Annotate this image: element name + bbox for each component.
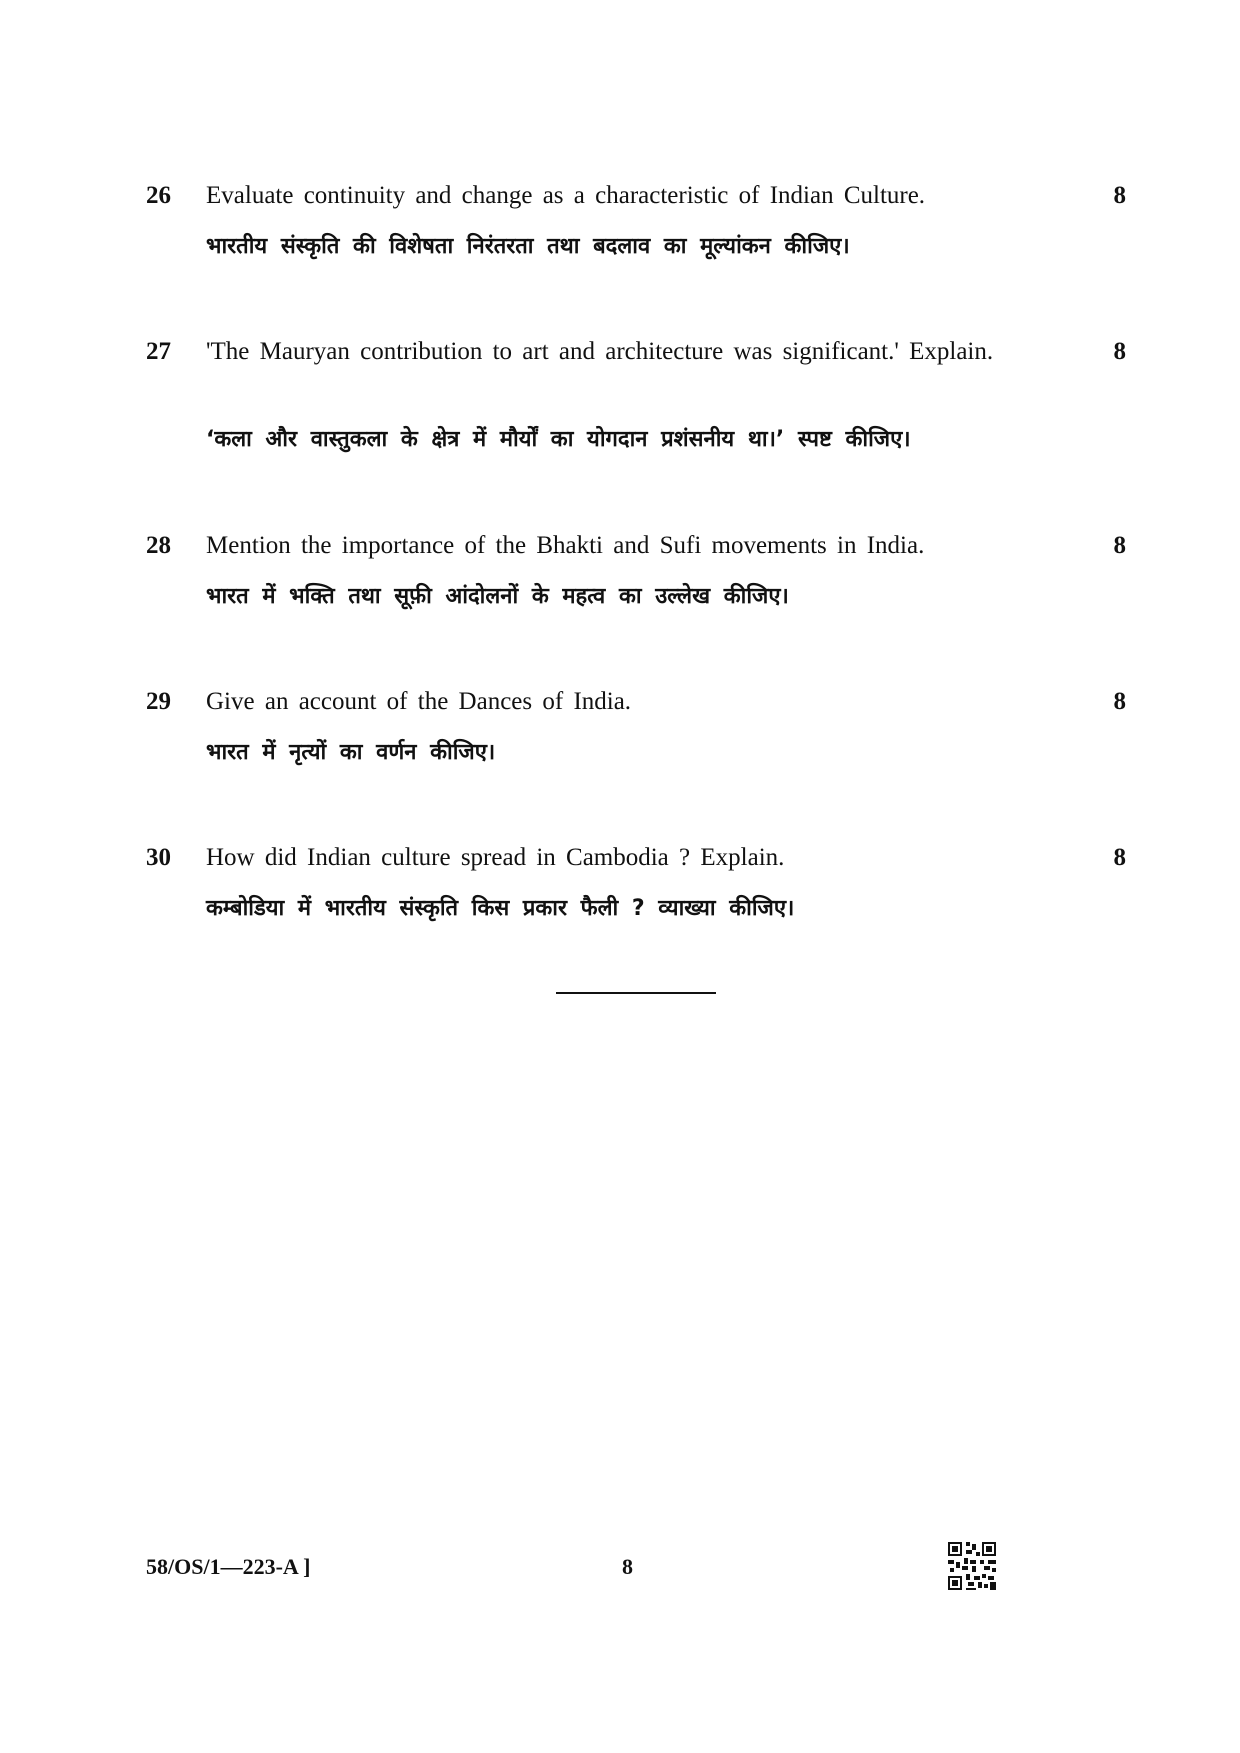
question-number: 30	[146, 844, 171, 871]
question-marks: 8	[1113, 688, 1126, 715]
question-text-english: Give an account of the Dances of India.	[206, 688, 632, 715]
question-marks: 8	[1113, 844, 1126, 871]
end-of-paper-rule	[556, 992, 716, 994]
question-text-hindi: ‘कला और वास्तुकला के क्षेत्र में मौर्यों का योगदान प्रशंसनीय था।’ स्पष्ट कीजिए।	[206, 427, 911, 452]
question-text-english: Evaluate continuity and change as a characteristic of Indian Culture.	[206, 182, 926, 209]
question-text-hindi: भारतीय संस्कृति की विशेषता निरंतरता तथा बदलाव का मूल्यांकन कीजिए।	[206, 234, 850, 259]
question-text-hindi: भारत में भक्ति तथा सूफ़ी आंदोलनों के महत्व का उल्लेख कीजिए।	[206, 584, 789, 609]
question-number: 29	[146, 688, 171, 715]
question-number: 26	[146, 182, 171, 209]
question-marks: 8	[1113, 182, 1126, 209]
question-text-hindi: भारत में नृत्यों का वर्णन कीजिए।	[206, 740, 496, 765]
page-number: 8	[622, 1554, 633, 1579]
question-text-hindi: कम्बोडिया में भारतीय संस्कृति किस प्रकार फैली ? व्याख्या कीजिए।	[206, 896, 795, 921]
question-number: 27	[146, 338, 171, 365]
question-marks: 8	[1113, 338, 1126, 365]
question-marks: 8	[1113, 532, 1126, 559]
question-text-english: How did Indian culture spread in Cambodia ? Explain.	[206, 844, 785, 871]
question-text-english: 'The Mauryan contribution to art and architecture was significant.' Explain.	[206, 338, 994, 365]
qr-code-icon	[946, 1540, 998, 1592]
question-text-english: Mention the importance of the Bhakti and Sufi movements in India.	[206, 532, 925, 559]
question-number: 28	[146, 532, 171, 559]
paper-code: 58/OS/1—223-A ]	[146, 1554, 311, 1579]
